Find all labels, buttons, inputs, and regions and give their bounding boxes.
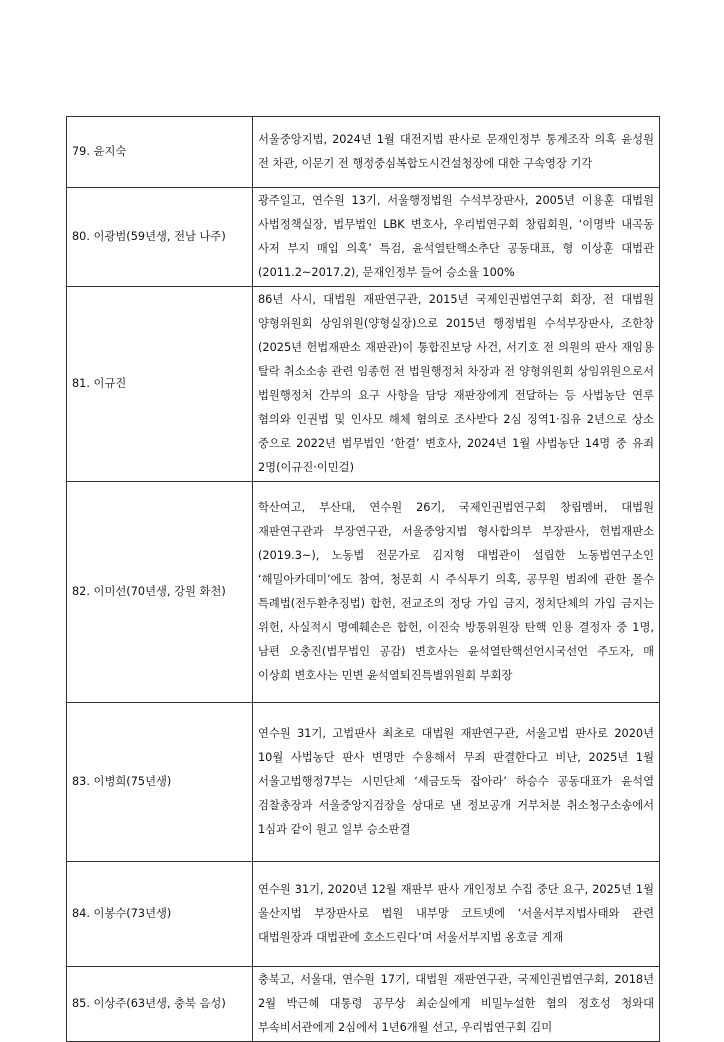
table-row xyxy=(67,287,660,482)
person-name: 85. 이상주(63년생, 충북 음성) xyxy=(67,967,253,1042)
person-description: 86년 사시, 대법원 재판연구관, 2015년 국제인권법연구회 회장, 전 대법원 양형위원회 상임위원(양형실장)으로 2015년 행정법원 수석부장판사, 조한창(2025년 헌법재판소 재판관)이 통합진보당 사건, 서기호 전 의원의 판사 재임용 탈락 취소소송 관련 임종헌 전 법원행정처 차장과 전 양형위원회 상임위원으로서 법원행정처 간부의 요구 사항을 담당 재판장에게 전달하는 등 사법농단 연루 혐의와 인권법 및 인사모 해체 혐의로 조사받다 2심 징역1·집유 2년으로 상소 중으로 2022년 법무법인 ‘한결’ 변호사, 2024년 1월 사법농단 14명 중 유죄 2명(이규진·이민걸) xyxy=(253,287,660,482)
person-description: 연수원 31기, 2020년 12월 재판부 판사 개인정보 수집 중단 요구, 2025년 1월 울산지법 부장판사로 법원 내부망 코트넷에 ‘서울서부지법사태와 관련 대법원장과 대법관에 호소드린다’며 서울서부지법 옹호글 게재 xyxy=(253,862,660,967)
table-row xyxy=(67,482,660,703)
table-row xyxy=(67,967,660,1042)
person-name: 80. 이광범(59년생, 전남 나주) xyxy=(67,188,253,287)
person-name: 82. 이미선(70년생, 강원 화천) xyxy=(67,482,253,703)
person-name: 84. 이봉수(73년생) xyxy=(67,862,253,967)
person-description: 서울중앙지법, 2024년 1월 대전지법 판사로 문재인정부 통계조작 의혹 윤성원 전 차관, 이문기 전 행정중심복합도시건설청장에 대한 구속영장 기각 xyxy=(253,117,660,188)
table-row xyxy=(67,862,660,967)
person-description: 충북고, 서울대, 연수원 17기, 대법원 재판연구관, 국제인권법연구회, 2018년 2월 박근혜 대통령 공무상 최순실에게 비밀누설한 혐의 정호성 청와대 부속비서관에게 2심에서 1년6개월 선고, 우리법연구회 김미 xyxy=(253,967,660,1042)
records-table xyxy=(66,116,660,1042)
person-name: 81. 이규진 xyxy=(67,287,253,482)
table-row xyxy=(67,117,660,188)
person-name: 83. 이병희(75년생) xyxy=(67,703,253,862)
person-name: 79. 윤지숙 xyxy=(67,117,253,188)
table-row xyxy=(67,188,660,287)
person-description: 광주일고, 연수원 13기, 서울행정법원 수석부장판사, 2005년 이용훈 대법원 사법정책실장, 법무법인 LBK 변호사, 우리법연구회 창립회원, ‘이명박 내곡동 사저 부지 매입 의혹’ 특검, 윤석열탄핵소추단 공동대표, 형 이상훈 대법관(2011.2~2017.2), 문재인정부 들어 승소율 100% xyxy=(253,188,660,287)
person-description: 연수원 31기, 고법판사 최초로 대법원 재판연구관, 서울고법 판사로 2020년 10월 사법농단 판사 변명만 수용해서 무죄 판결한다고 비난, 2025년 1월 서울고법행정7부는 시민단체 ‘세금도둑 잡아라’ 하승수 공동대표가 윤석열 검찰총장과 서울중앙지검장을 상대로 낸 정보공개 거부처분 취소청구소송에서 1심과 같이 원고 일부 승소판결 xyxy=(253,703,660,862)
table-row xyxy=(67,703,660,862)
person-description: 학산여고, 부산대, 연수원 26기, 국제인권법연구회 창립멤버, 대법원 재판연구관과 부장연구관, 서울중앙지법 형사합의부 부장판사, 헌법재판소(2019.3~), 노동법 전문가로 김지형 대법관이 설립한 노동법연구소인 ‘해밀아카데미’에도 참여, 청문회 시 주식투기 의혹, 공무원 범죄에 관한 몰수 특례법(전두환추징법) 합헌, 전교조의 정당 가입 금지, 정치단체의 가입 금지는 위헌, 사실적시 명예훼손은 합헌, 이진숙 방통위원장 탄핵 인용 결정자 중 1명, 남편 오충진(법무법인 공감) 변호사는 윤석열탄핵선언시국선언 주도자, 매 이상희 변호사는 민변 윤석열퇴진특별위원회 부회장 xyxy=(253,482,660,703)
